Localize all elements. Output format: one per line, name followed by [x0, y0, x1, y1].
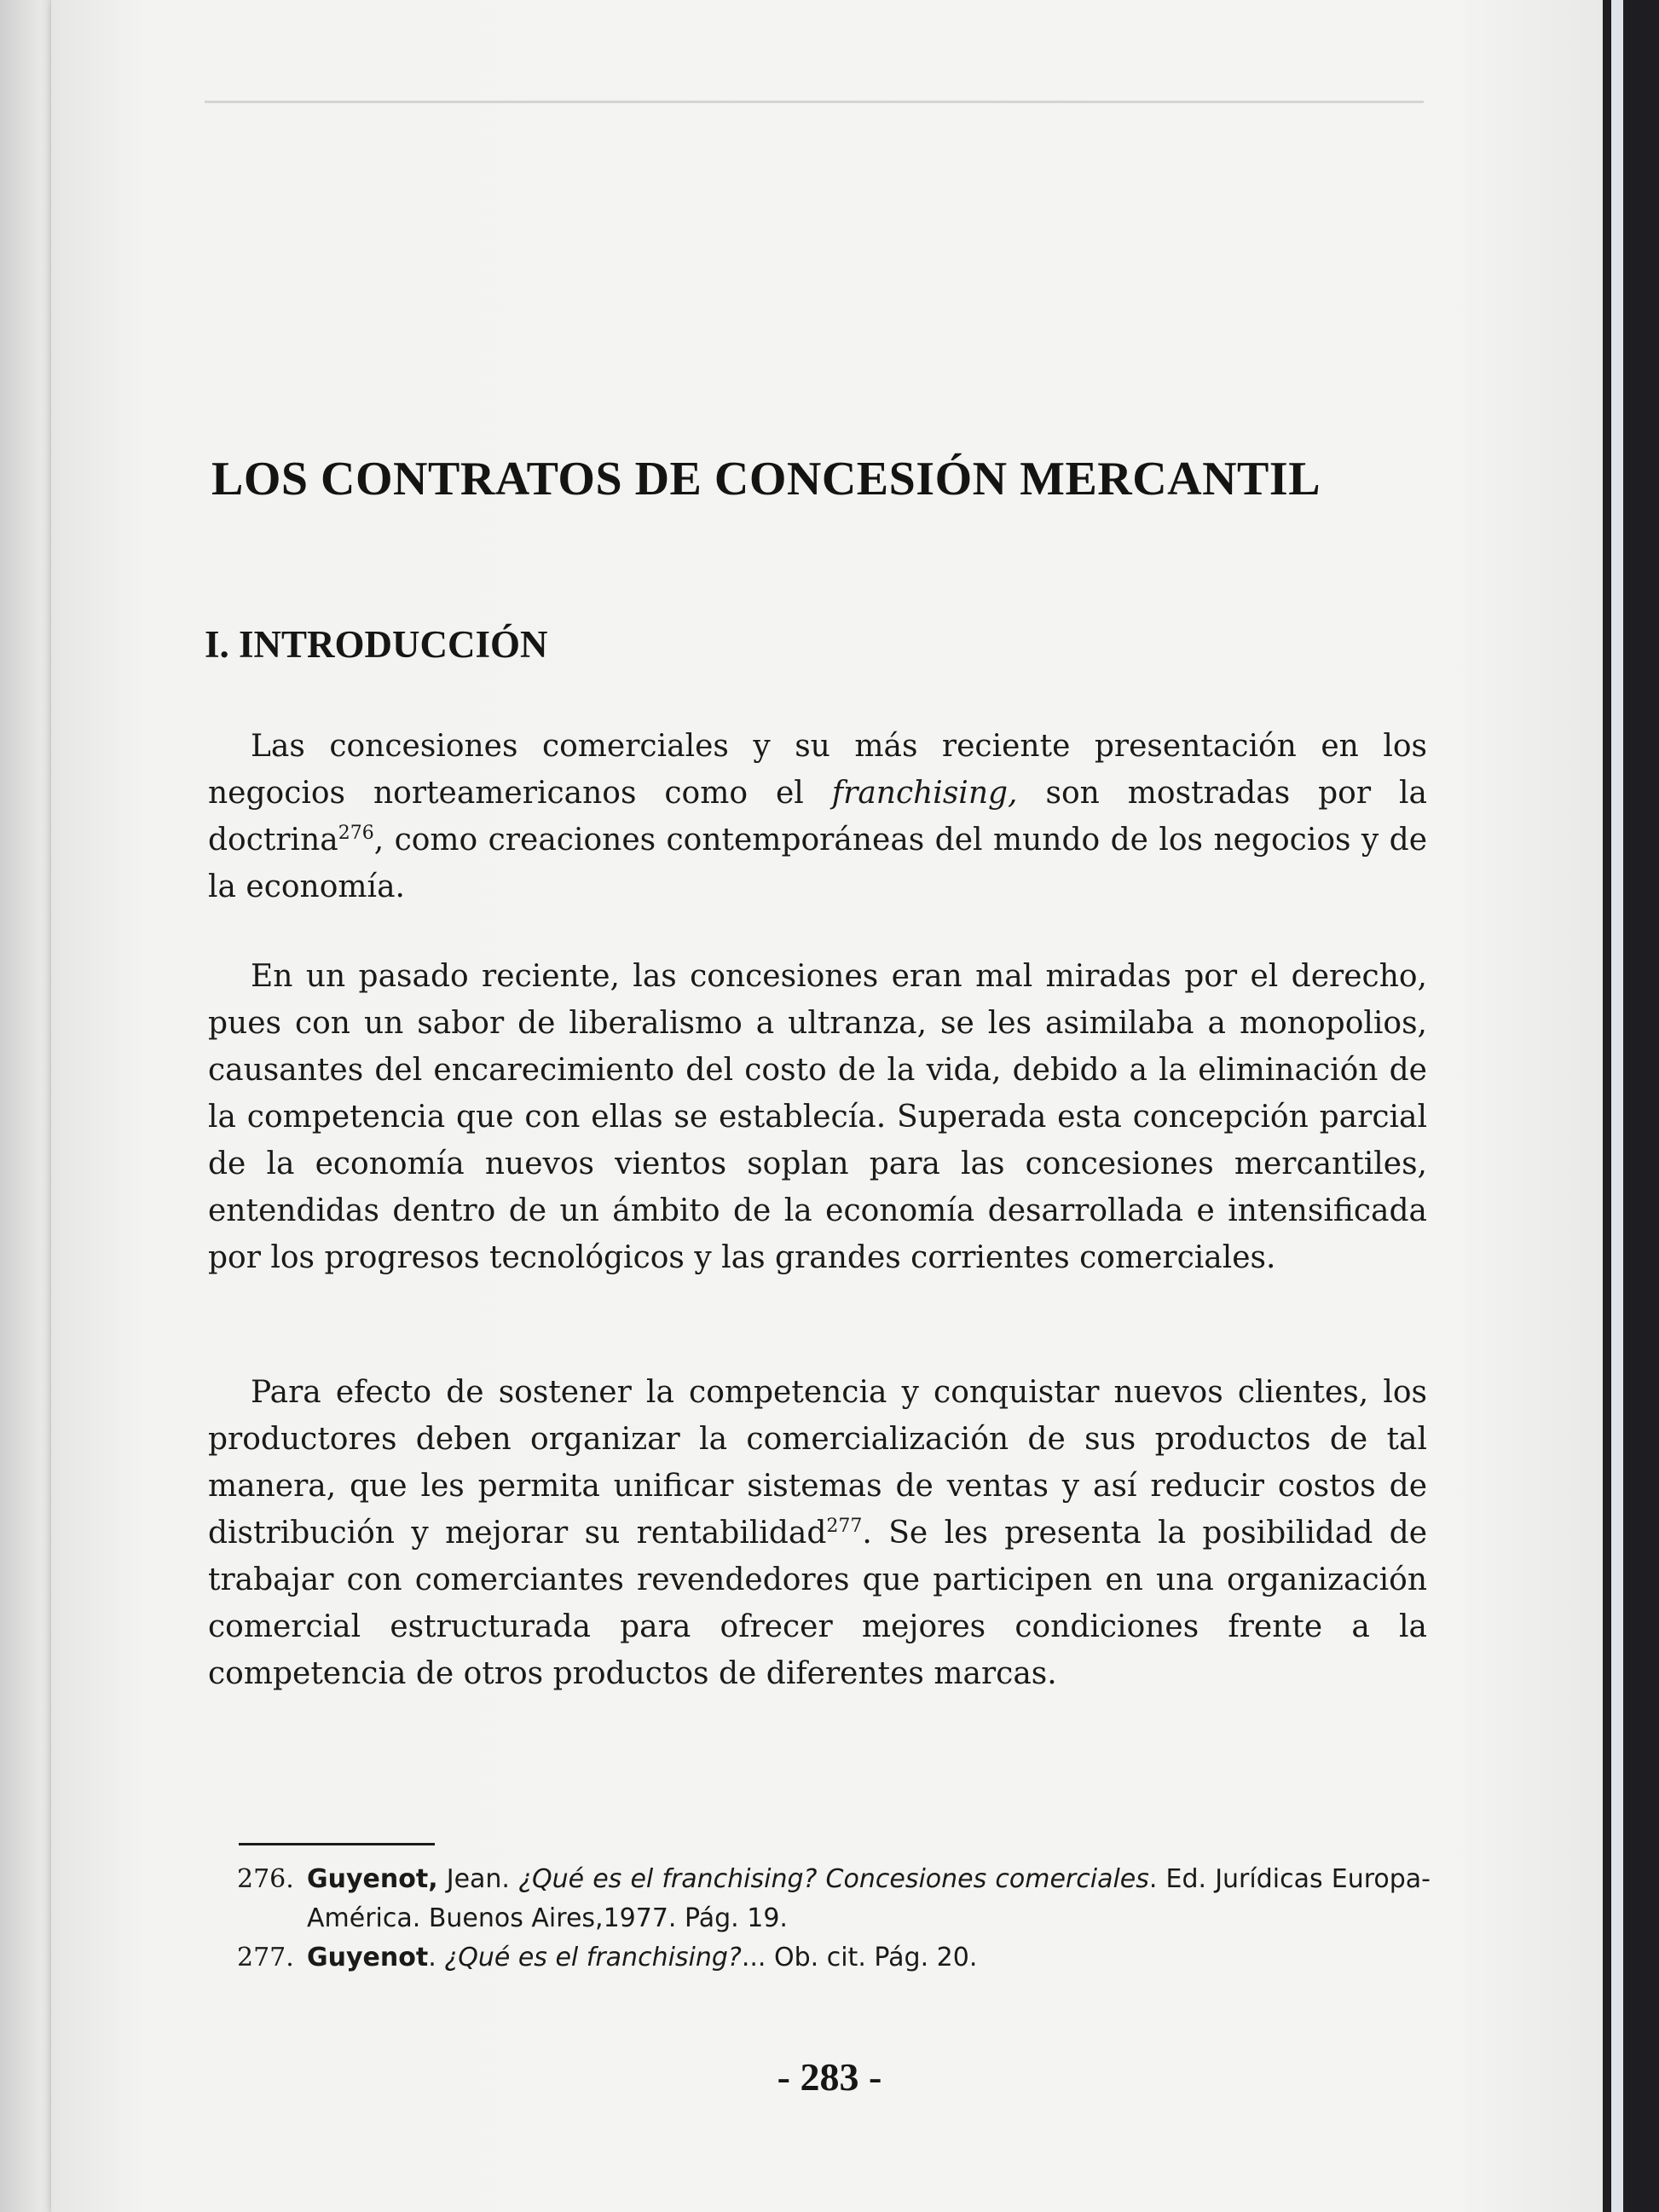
- footnote-title: ¿Qué es el franchising? Concesiones comerciales: [518, 1864, 1149, 1894]
- paragraph-1: [208, 723, 1427, 910]
- footnote-details: . Ed. Jurídicas Europa-América. Buenos Aires,1977. Pág. 19.: [307, 1864, 1431, 1933]
- footnote-ref-277: 277: [826, 1516, 863, 1537]
- footnote-author: Guyenot,: [307, 1864, 438, 1894]
- footnote-ref-276: 276: [338, 823, 374, 844]
- paragraph-2: [208, 953, 1427, 1281]
- paragraph-1-text: Las concesiones comerciales y su más reciente presentación en los negocios norteamericanos como el: [208, 729, 1427, 811]
- page-number: - 283 -: [777, 2055, 882, 2099]
- paragraph-1-text-2: son mostradas por la doctrina: [208, 776, 1427, 858]
- paragraph-3: [208, 1369, 1427, 1697]
- paragraph-3-text-2: . Se les presenta la posibilidad de trabajar con comerciantes revendedores que participen en una organización comercial estructurada para ofrecer mejores condiciones frente a la competencia de otros productos de diferentes marcas.: [208, 1516, 1427, 1691]
- paragraph-1-text-3: , como creaciones contemporáneas del mundo de los negocios y de la economía.: [208, 823, 1427, 904]
- book-binding-edge: [1603, 0, 1659, 2212]
- page-stack-edge: [1611, 0, 1623, 2212]
- footnote-title: ¿Qué es el franchising?: [444, 1943, 742, 1972]
- chapter-title: LOS CONTRATOS DE CONCESIÓN MERCANTIL: [211, 453, 1321, 505]
- footnote-277: [237, 1938, 1431, 1978]
- footnote-separator: [239, 1843, 435, 1845]
- running-head-rule: [205, 101, 1424, 103]
- paragraph-2-text: En un pasado reciente, las concesiones eran mal miradas por el derecho, pues con un sabor de liberalismo a ultranza, se les asimilaba a monopolios, causantes del encarecimiento del costo de la vida, debido a la eliminación de la competencia que con ellas se establecía. Superada esta concepción parcial de la economía nuevos vientos soplan para las concesiones mercantiles, entendidas dentro de un ámbito de la economía desarrollada e intensificada por los progresos tecnológicos y las grandes corrientes comerciales.: [208, 959, 1427, 1275]
- footnote-number: 276.: [237, 1864, 294, 1894]
- footnote-author: Guyenot: [307, 1943, 429, 1972]
- footnote-number: 277.: [237, 1943, 294, 1972]
- footnote-author-name: Jean.: [437, 1864, 519, 1894]
- footnotes: [237, 1860, 1431, 1978]
- section-heading: I. INTRODUCCIÓN: [205, 623, 548, 666]
- footnote-details: ... Ob. cit. Pág. 20.: [741, 1943, 978, 1972]
- paragraph-3-text: Para efecto de sostener la competencia y conquistar nuevos clientes, los productores deben organizar la comercialización de sus productos de tal manera, que les permita unificar sistemas de ventas y así reducir costos de distribución y mejorar su rentabilidad: [208, 1375, 1427, 1551]
- footnote-author-name: .: [428, 1943, 445, 1972]
- footnote-276: [237, 1860, 1431, 1938]
- paragraph-1-italic: franchising,: [831, 776, 1018, 811]
